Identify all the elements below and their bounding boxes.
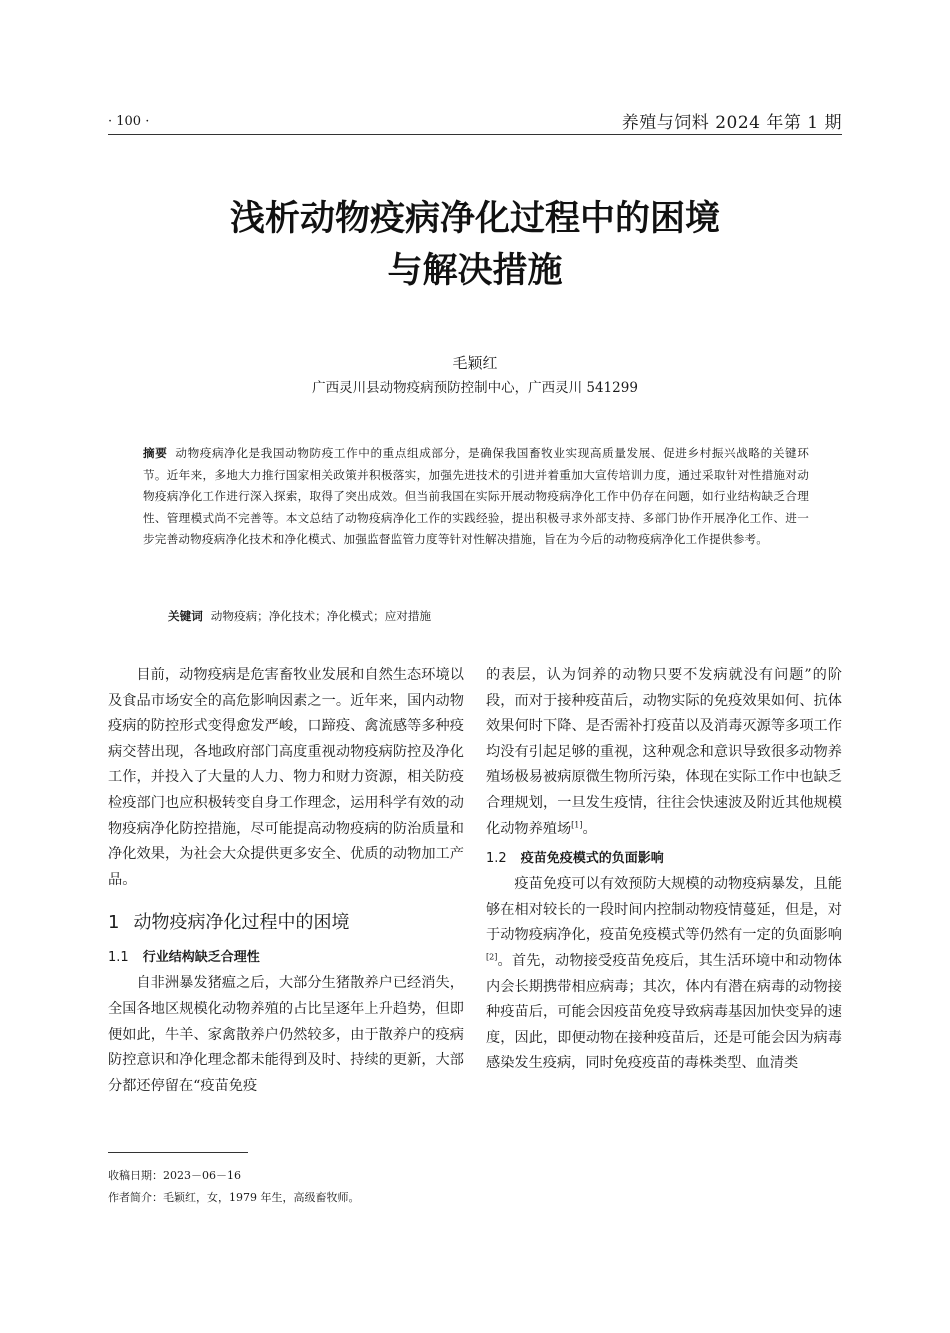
abstract-text: 动物疫病净化是我国动物防疫工作中的重点组成部分，是确保我国畜牧业实现高质量发展、促进乡村振兴战略的关键环节。近年来，多地大力推行国家相关政策并积极落实，加强先进技术的引进并着重加大宣传培训力度，通过采取针对性措施对动物疫病净化工作进行深入探索，取得了突出成效。但当前我国在实际开展动物疫病净化工作中仍存在问题，如行业结构缺乏合理性、管理模式尚不完善等。本文总结了动物疫病净化工作的实践经验，提出积极寻求外部支持、多部门协作开展净化工作、进一步完善动物疫病净化技术和净化模式、加强监督监管力度等针对性解决措施，旨在为今后的动物疫病净化工作提供参考。 [143,446,809,547]
abstract [143,443,809,551]
title-line-1: 浅析动物疫病净化过程中的困境 [229,199,720,239]
section-1-1-number: 1.1 [108,950,129,966]
section-1-2-paragraph [486,872,842,1077]
section-1-2-heading [486,848,842,870]
author-name: 毛颖红 [452,354,498,372]
citation-2: [2] [486,952,498,962]
title-line-2: 与解决措施 [387,251,563,291]
section-1-1-title: 行业结构缺乏合理性 [142,950,260,966]
received-date: 收稿日期：2023－06－16 [108,1169,241,1182]
section-1-title: 动物疫病净化过程中的困境 [133,912,350,934]
section-1-1-heading [108,947,464,969]
footnote-divider [108,1152,248,1153]
author-affiliation: 广西灵川县动物疫病预防控制中心，广西灵川 541299 [312,380,638,396]
section-1-2-text-b: 。首先，动物接受疫苗免疫后，其生活环境中和动物体内会长期携带相应病毒；其次，体内有潜在病毒的动物接种疫苗后，可能会因疫苗免疫导致病毒基因加快变异的速度，因此，即便动物在接种疫苗后，还是可能会因为病毒感染发生疫病，同时免疫疫苗的毒株类型、血清类 [486,952,842,1072]
keywords [168,608,431,624]
citation-1: [1] [571,819,583,829]
page-number: · 100 · [108,114,150,129]
left-column [108,663,464,1099]
author-bio: 作者简介：毛颖红，女，1979 年生，高级畜牧师。 [108,1191,360,1204]
article-title [108,193,842,297]
right-column [486,663,842,1077]
section-1-2-title: 疫苗免疫模式的负面影响 [520,851,664,867]
keywords-label: 关键词 [168,609,203,623]
intro-paragraph: 目前，动物疫病是危害畜牧业发展和自然生态环境以及食品市场安全的高危影响因素之一。近年来，国内动物疫病的防控形式变得愈发严峻，口蹄疫、禽流感等多种疫病交替出现，各地政府部门高度重视动物疫病防控及净化工作，并投入了大量的人力、物力和财力资源，相关防疫检疫部门也应积极转变自身工作理念，运用科学有效的动物疫病净化防控措施，尽可能提高动物疫病的防治质量和净化效果，为社会大众提供更多安全、优质的动物加工产品。 [108,667,464,888]
section-1-heading [108,909,464,937]
keywords-text: 动物疫病；净化技术；净化模式；应对措施 [210,609,432,623]
section-1-2-number: 1.2 [486,851,507,867]
section-1-1-text: 的表层，认为饲养的动物只要不发病就没有问题”的阶段，而对于接种疫苗后，动物实际的免疫效果如何、抗体效果何时下降、是否需补打疫苗以及消毒灭源等多项工作均没有引起足够的重视，这种观念和意识导致很多动物养殖场极易被病原微生物所污染，体现在实际工作中也缺乏合理规划，一旦发生疫情，往往会快速波及附近其他规模化动物养殖场 [486,667,842,837]
section-1-1-paragraph-continued [486,663,842,842]
section-1-2-text-a: 疫苗免疫可以有效预防大规模的动物疫病暴发，且能够在相对较长的一段时间内控制动物疫情蔓延，但是，对于动物疫病净化，疫苗免疫模式等仍然有一定的负面影响 [486,876,842,944]
abstract-label: 摘要 [143,446,168,460]
section-1-1-end: 。 [582,820,597,837]
section-1-number: 1 [108,912,120,934]
journal-name: 养殖与饲料 2024 年第 1 期 [621,113,842,133]
running-header [108,108,842,135]
section-1-1-paragraph-start: 自非洲暴发猪瘟之后，大部分生猪散养户已经消失，全国各地区规模化动物养殖的占比呈逐年上升趋势，但即便如此，牛羊、家禽散养户仍然较多，由于散养户的疫病防控意识和净化理念都未能得到及时、持续的更新，大部分都还停留在“疫苗免疫 [108,975,464,1094]
footnotes [108,1165,360,1209]
